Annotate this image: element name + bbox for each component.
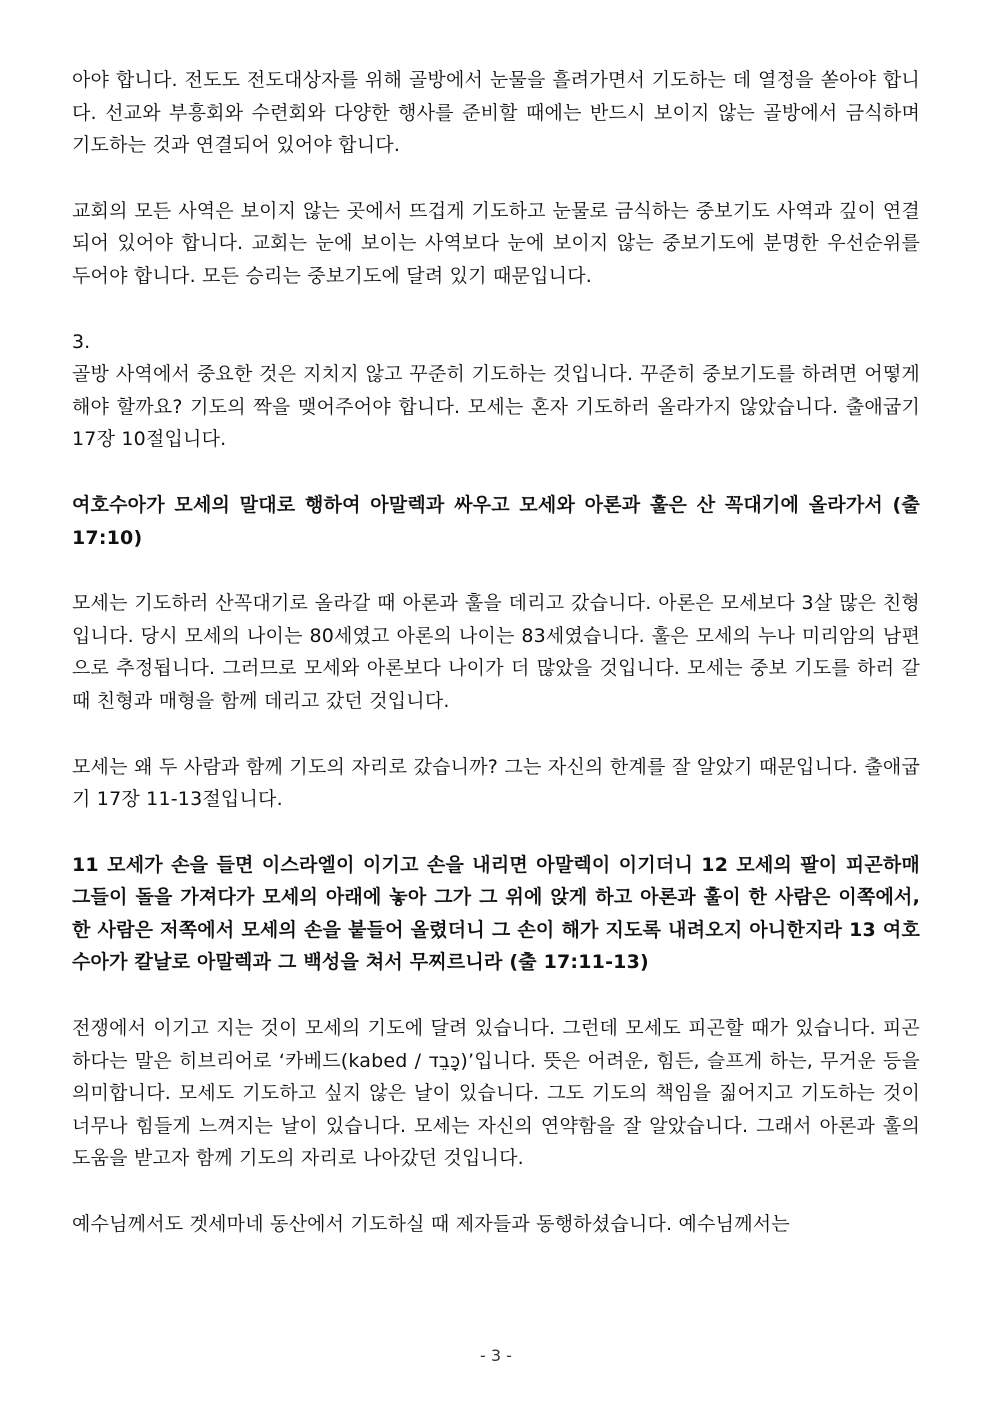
paragraph-gap <box>72 1175 920 1208</box>
paragraph-5: 모세는 왜 두 사람과 함께 기도의 자리로 갔습니까? 그는 자신의 한계를 잘 알았기 때문입니다. 출애굽기 17장 11-13절입니다. <box>72 755 920 811</box>
paragraph-gap <box>72 456 920 489</box>
paragraph-gap <box>72 293 920 326</box>
paragraph-gap <box>72 162 920 195</box>
document-body <box>72 64 920 1241</box>
paragraph-4: 모세는 기도하러 산꼭대기로 올라갈 때 아론과 훌을 데리고 갔습니다. 아론은 모세보다 3살 많은 친형입니다. 당시 모세의 나이는 80세였고 아론의 나이는 83세였습니다. 훌은 모세의 누나 미리암의 남편으로 추정됩니다. 그러므로 모세와 아론보다 나이가 더 많았을 것입니다. 모세는 중보 기도를 하러 갈 때 친형과 매형을 함께 데리고 갔던 것입니다. <box>72 592 920 712</box>
paragraph-3: 골방 사역에서 중요한 것은 지치지 않고 꾸준히 기도하는 것입니다. 꾸준히 중보기도를 하려면 어떻게 해야 할까요? 기도의 짝을 맺어주어야 합니다. 모세는 혼자 기도하러 올라가지 않았습니다. 출애굽기 17장 10절입니다. <box>72 363 920 451</box>
paragraph-gap <box>72 816 920 849</box>
paragraph-gap <box>72 979 920 1012</box>
page-number: - 3 - <box>480 1346 512 1365</box>
section-number: 3. <box>72 330 91 353</box>
scripture-quote-2: 11 모세가 손을 들면 이스라엘이 이기고 손을 내리면 아말렉이 이기더니 12 모세의 팔이 피곤하매 그들이 돌을 가져다가 모세의 아래에 놓아 그가 그 위에 앉게 하고 아론과 훌이 한 사람은 이쪽에서, 한 사람은 저쪽에서 모세의 손을 붙들어 올렸더니 그 손이 해가 지도록 내려오지 아니한지라 13 여호수아가 칼날로 아말렉과 그 백성을 쳐서 무찌르니라 (출 17:11-13) <box>72 853 920 974</box>
paragraph-gap <box>72 718 920 751</box>
paragraph-gap <box>72 554 920 587</box>
paragraph-7: 예수님께서도 겟세마네 동산에서 기도하실 때 제자들과 동행하셨습니다. 예수님께서는 <box>72 1213 790 1236</box>
scripture-quote-1: 여호수아가 모세의 말대로 행하여 아말렉과 싸우고 모세와 아론과 훌은 산 꼭대기에 올라가서 (출 17:10) <box>72 493 920 549</box>
paragraph-1: 아야 합니다. 전도도 전도대상자를 위해 골방에서 눈물을 흘려가면서 기도하는 데 열정을 쏟아야 합니다. 선교와 부흥회와 수련회와 다양한 행사를 준비할 때에는 반드시 보이지 않는 골방에서 금식하며 기도하는 것과 연결되어 있어야 합니다. <box>72 69 920 157</box>
paragraph-2: 교회의 모든 사역은 보이지 않는 곳에서 뜨겁게 기도하고 눈물로 금식하는 중보기도 사역과 깊이 연결되어 있어야 합니다. 교회는 눈에 보이는 사역보다 눈에 보이지 않는 중보기도에 분명한 우선순위를 두어야 합니다. 모든 승리는 중보기도에 달려 있기 때문입니다. <box>72 199 920 287</box>
paragraph-6: 전쟁에서 이기고 지는 것이 모세의 기도에 달려 있습니다. 그런데 모세도 피곤할 때가 있습니다. 피곤하다는 말은 히브리어로 ‘카베드(kabed / כָּבֵד)’입니다. 뜻은 어려운, 힘든, 슬프게 하는, 무거운 등을 의미합니다. 모세도 기도하고 싶지 않은 날이 있습니다. 그도 기도의 책임을 짊어지고 기도하는 것이 너무나 힘들게 느껴지는 날이 있습니다. 모세는 자신의 연약함을 잘 알았습니다. 그래서 아론과 훌의 도움을 받고자 함께 기도의 자리로 나아갔던 것입니다. <box>72 1017 920 1170</box>
